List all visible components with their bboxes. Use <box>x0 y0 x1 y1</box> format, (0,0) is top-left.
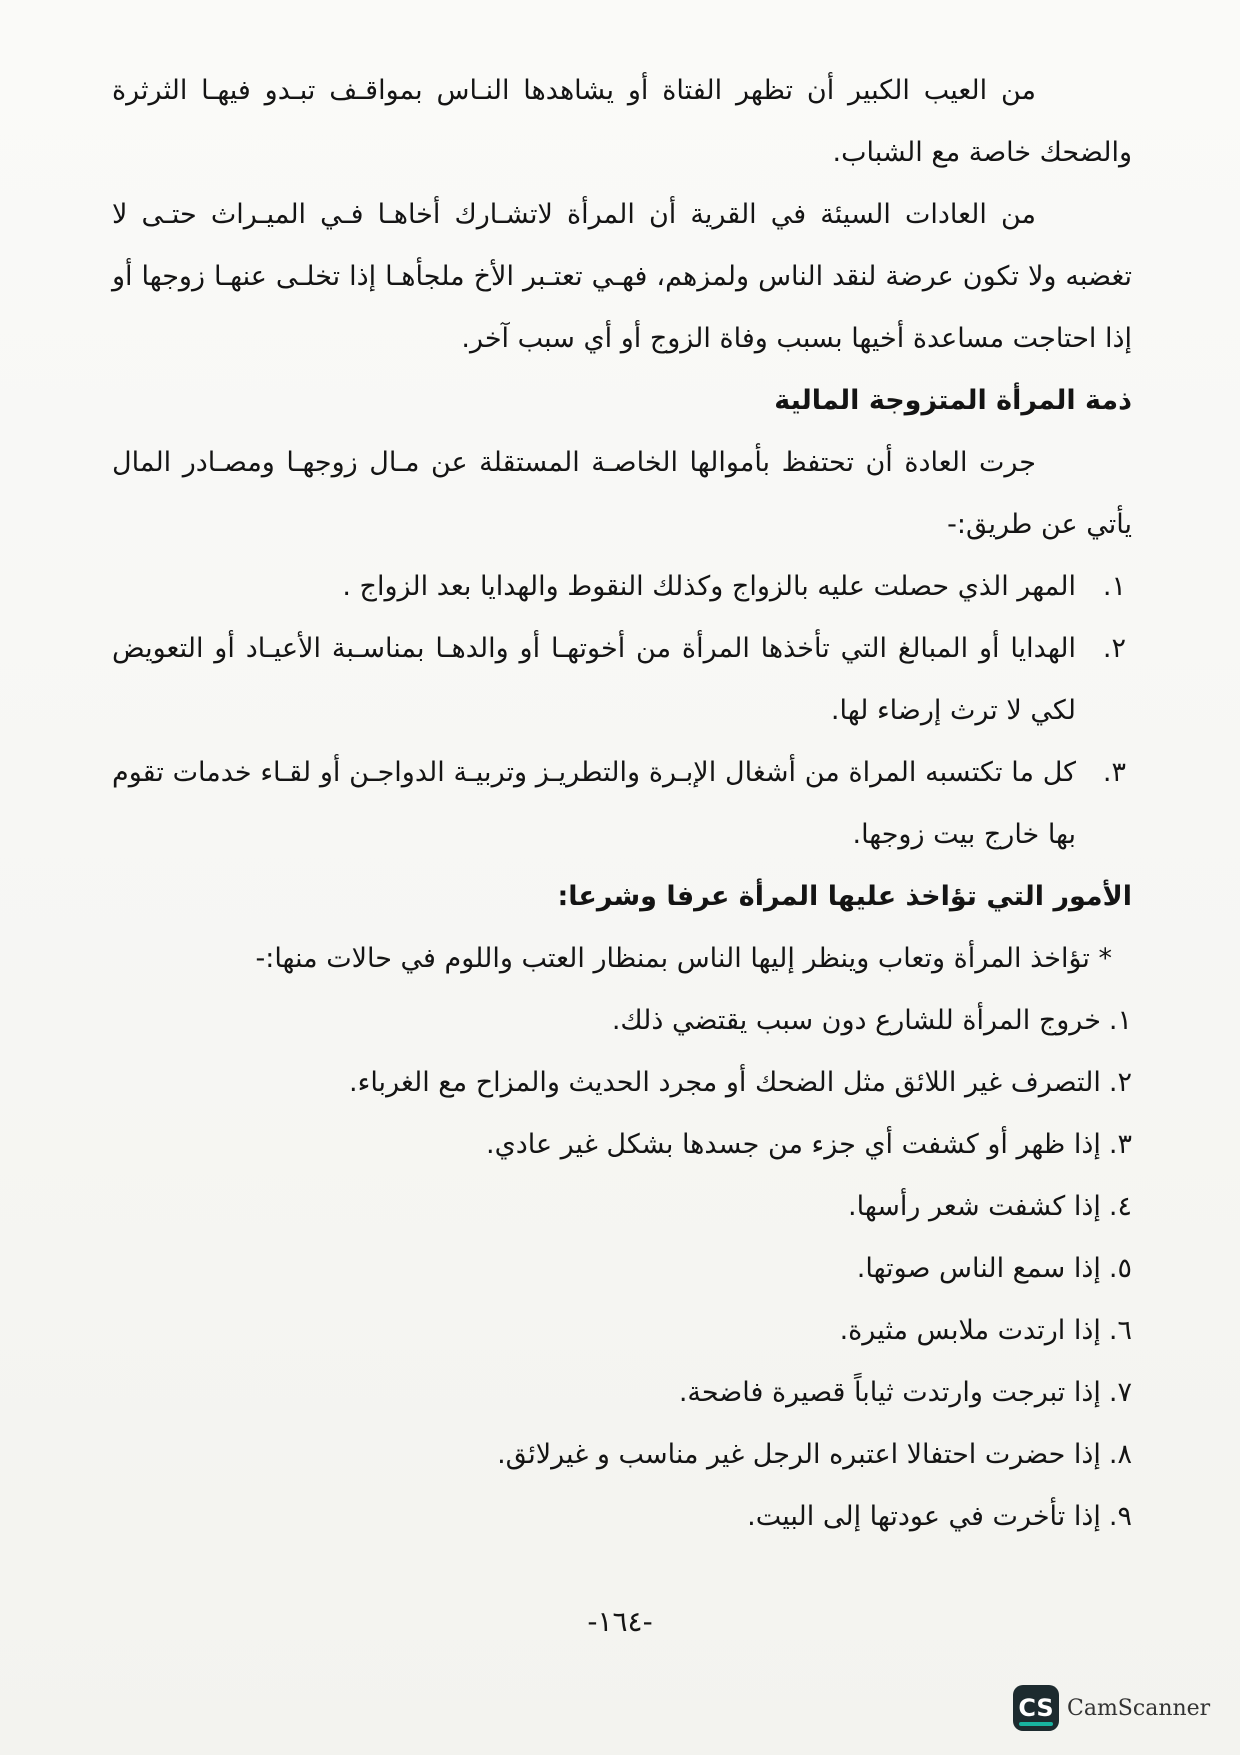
list-number: ١. <box>1108 1005 1132 1036</box>
financial-sources-list <box>112 556 1132 866</box>
section-intro-financial: جرت العادة أن تحتفظ بأموالها الخاصـة المستقلة عن مـال زوجهـا ومصـادر المال يأتي عن طريق:- <box>112 447 1132 540</box>
list-number: ٣. <box>1108 1129 1132 1160</box>
list-item-text: إذا كشفت شعر رأسها. <box>848 1191 1101 1222</box>
list-item <box>112 1238 1132 1300</box>
camscanner-logo-icon: CS <box>1013 1685 1059 1731</box>
page-number: -١٦٤- <box>587 1605 653 1638</box>
list-number: ٩. <box>1108 1501 1132 1532</box>
list-item <box>112 556 1132 618</box>
camscanner-watermark <box>1013 1685 1210 1731</box>
camscanner-label: CamScanner <box>1067 1695 1211 1721</box>
blame-cases-list <box>112 990 1132 1548</box>
list-item <box>112 1362 1132 1424</box>
list-item <box>112 742 1132 866</box>
list-item <box>112 1486 1132 1548</box>
section-heading-financial: ذمة المرأة المتزوجة المالية <box>774 385 1132 416</box>
paragraph: من العيب الكبير أن تظهر الفتاة أو يشاهدها النـاس بمواقـف تبـدو فيهـا الثرثرة والضحك خاصة مع الشباب. <box>112 75 1132 168</box>
list-item-text: خروج المرأة للشارع دون سبب يقتضي ذلك. <box>611 1005 1101 1036</box>
page-content <box>112 60 1132 1548</box>
list-item-text: إذا ظهر أو كشفت أي جزء من جسدها بشكل غير عادي. <box>486 1129 1101 1160</box>
list-item-text: إذا سمع الناس صوتها. <box>856 1253 1101 1284</box>
list-number: ١. <box>1102 571 1126 602</box>
list-item-text: المهر الذي حصلت عليه بالزواج وكذلك النقوط والهدايا بعد الزواج . <box>342 571 1076 602</box>
list-item-text: إذا حضرت احتفالا اعتبره الرجل غير مناسب و غيرلائق. <box>497 1439 1101 1470</box>
list-number: ٢. <box>1102 633 1126 664</box>
section-intro-blame: * تؤاخذ المرأة وتعاب وينظر إليها الناس بمنظار العتب واللوم في حالات منها:- <box>255 943 1112 974</box>
list-item <box>112 1300 1132 1362</box>
list-number: ٨. <box>1108 1439 1132 1470</box>
list-item <box>112 1114 1132 1176</box>
list-number: ٤. <box>1108 1191 1132 1222</box>
list-item <box>112 1052 1132 1114</box>
list-item-text: الهدايا أو المبالغ التي تأخذها المرأة من أخوتهـا أو والدهـا بمناسـبة الأعيـاد أو التعويض لكي لا ترث إرضاء لها. <box>112 633 1076 726</box>
list-item-text: إذا تأخرت في عودتها إلى البيت. <box>747 1501 1101 1532</box>
list-item <box>112 1176 1132 1238</box>
list-number: ٣. <box>1102 757 1126 788</box>
list-item <box>112 990 1132 1052</box>
list-item-text: كل ما تكتسبه المراة من أشغال الإبـرة والتطريـز وتربيـة الدواجـن أو لقـاء خدمات تقوم بها خارج بيت زوجها. <box>112 757 1076 850</box>
list-number: ٧. <box>1108 1377 1132 1408</box>
list-number: ٥. <box>1108 1253 1132 1284</box>
list-item-text: إذا تبرجت وارتدت ثياباً قصيرة فاضحة. <box>678 1377 1101 1408</box>
list-item <box>112 618 1132 742</box>
list-number: ٦. <box>1108 1315 1132 1346</box>
list-item-text: التصرف غير اللائق مثل الضحك أو مجرد الحديث والمزاح مع الغرباء. <box>349 1067 1101 1098</box>
paragraph: من العادات السيئة في القرية أن المرأة لاتشـارك أخاهـا فـي الميـراث حتـى لا تغضبه ولا تكون عرضة لنقد الناس ولمزهم، فهـي تعتـبر الأخ ملجأهـا إذا تخلـى عنهـا زوجها أو إذا احتاجت مساعدة أخيها بسبب وفاة الزوج أو أي سبب آخر. <box>112 199 1132 354</box>
list-item-text: إذا ارتدت ملابس مثيرة. <box>839 1315 1101 1346</box>
list-item <box>112 1424 1132 1486</box>
list-number: ٢. <box>1108 1067 1132 1098</box>
section-heading-blame: الأمور التي تؤاخذ عليها المرأة عرفا وشرعا: <box>557 881 1132 912</box>
